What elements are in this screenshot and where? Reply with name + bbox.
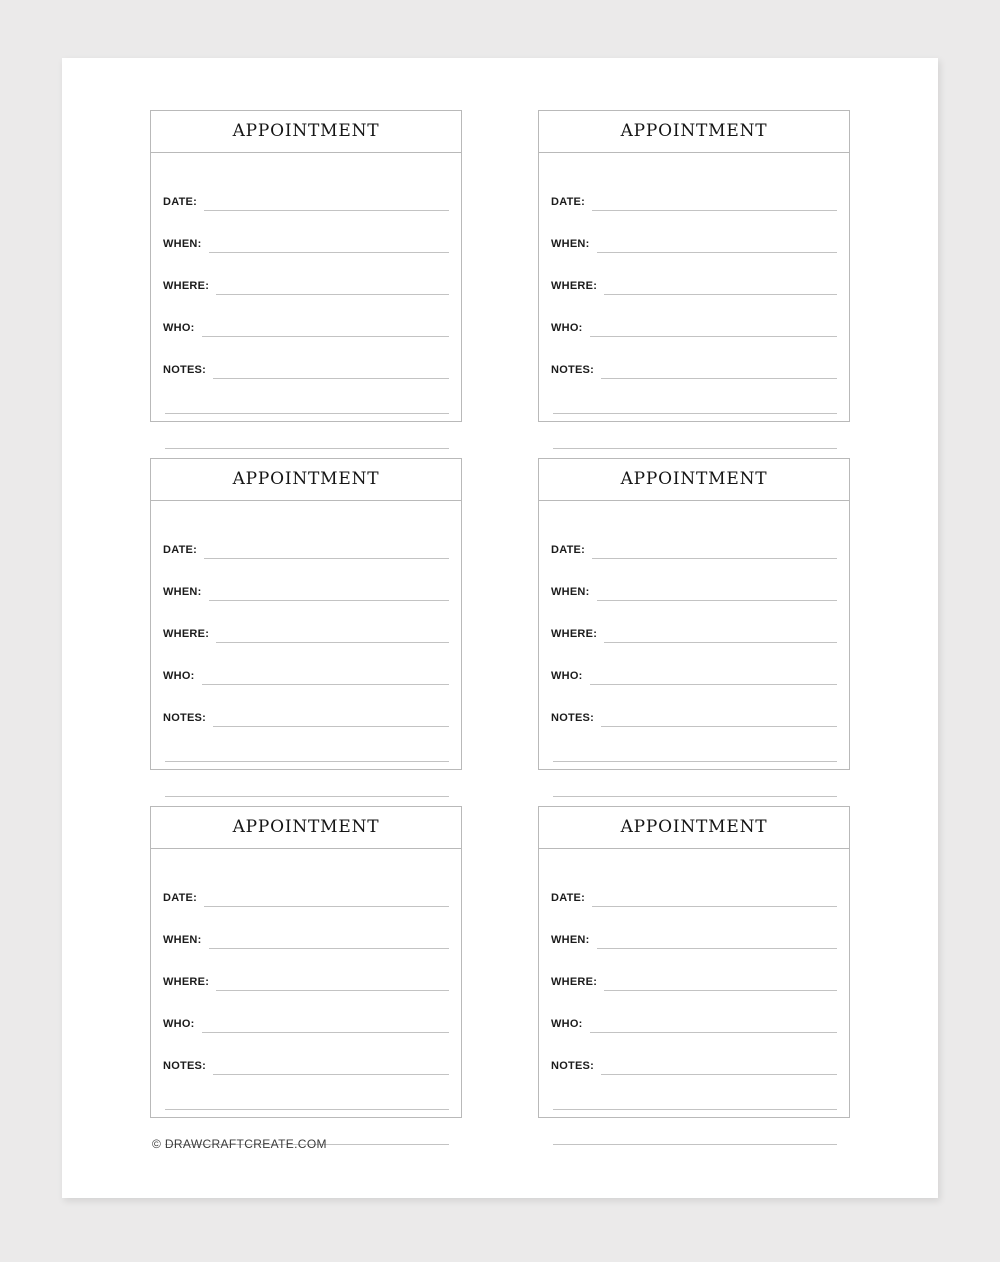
field-label: WHEN: — [163, 934, 202, 946]
field-row — [551, 169, 839, 211]
field-label: WHEN: — [551, 586, 590, 598]
card-header — [151, 807, 461, 849]
field-row — [551, 685, 839, 727]
notes-blank-row — [163, 379, 451, 414]
field-label: NOTES: — [163, 1060, 207, 1072]
field-label: NOTES: — [163, 712, 207, 724]
field-label: WHERE: — [551, 280, 598, 292]
printable-sheet — [62, 58, 938, 1198]
notes-blank-row — [551, 727, 839, 762]
field-label: DATE: — [163, 544, 198, 556]
write-in-line[interactable] — [553, 796, 837, 797]
card-title: APPOINTMENT — [620, 817, 768, 837]
card-body — [539, 849, 849, 1155]
field-row — [551, 601, 839, 643]
field-label: DATE: — [551, 196, 586, 208]
footer-credit: © DRAWCRAFTCREATE.COM — [152, 1137, 327, 1151]
card-header — [151, 459, 461, 501]
field-row — [163, 1033, 451, 1075]
card-body — [151, 501, 461, 807]
field-label: DATE: — [163, 892, 198, 904]
field-label: WHO: — [163, 670, 195, 682]
appointment-card — [538, 110, 850, 422]
field-row — [163, 517, 451, 559]
field-row — [163, 253, 451, 295]
card-header — [539, 459, 849, 501]
field-row — [551, 865, 839, 907]
field-label: NOTES: — [551, 1060, 595, 1072]
card-title: APPOINTMENT — [232, 817, 380, 837]
field-label: WHEN: — [163, 586, 202, 598]
field-label: WHERE: — [551, 976, 598, 988]
card-body — [151, 849, 461, 1155]
card-body — [151, 153, 461, 459]
appointment-card — [538, 806, 850, 1118]
notes-blank-row — [163, 727, 451, 762]
field-row — [163, 211, 451, 253]
card-body — [539, 501, 849, 807]
field-row — [551, 643, 839, 685]
notes-blank-row — [551, 762, 839, 797]
field-label: WHEN: — [163, 238, 202, 250]
field-row — [163, 643, 451, 685]
field-row — [551, 211, 839, 253]
field-row — [551, 337, 839, 379]
appointment-card — [538, 458, 850, 770]
notes-blank-row — [551, 379, 839, 414]
card-title: APPOINTMENT — [232, 121, 380, 141]
card-body — [539, 153, 849, 459]
field-label: WHERE: — [163, 280, 210, 292]
field-row — [551, 1033, 839, 1075]
appointment-cards-grid — [150, 110, 850, 1118]
card-header — [151, 111, 461, 153]
field-row — [163, 949, 451, 991]
card-title: APPOINTMENT — [620, 469, 768, 489]
field-row — [163, 601, 451, 643]
notes-blank-row — [163, 762, 451, 797]
field-row — [163, 295, 451, 337]
field-label: WHERE: — [163, 976, 210, 988]
field-label: DATE: — [551, 892, 586, 904]
field-label: WHERE: — [551, 628, 598, 640]
field-row — [551, 295, 839, 337]
field-label: DATE: — [163, 196, 198, 208]
field-label: WHO: — [551, 670, 583, 682]
appointment-card — [150, 806, 462, 1118]
field-row — [163, 865, 451, 907]
write-in-line[interactable] — [553, 448, 837, 449]
field-row — [551, 991, 839, 1033]
notes-blank-row — [163, 1075, 451, 1110]
write-in-line[interactable] — [553, 1144, 837, 1145]
field-row — [163, 685, 451, 727]
field-row — [551, 253, 839, 295]
field-label: WHEN: — [551, 934, 590, 946]
field-row — [551, 949, 839, 991]
notes-blank-row — [163, 414, 451, 449]
field-row — [551, 517, 839, 559]
card-title: APPOINTMENT — [232, 469, 380, 489]
field-row — [163, 991, 451, 1033]
field-row — [551, 907, 839, 949]
field-label: DATE: — [551, 544, 586, 556]
appointment-card — [150, 458, 462, 770]
field-label: WHO: — [551, 1018, 583, 1030]
field-row — [551, 559, 839, 601]
field-label: WHERE: — [163, 628, 210, 640]
field-label: NOTES: — [551, 712, 595, 724]
field-row — [163, 907, 451, 949]
field-label: WHEN: — [551, 238, 590, 250]
write-in-line[interactable] — [165, 796, 449, 797]
field-label: WHO: — [163, 1018, 195, 1030]
card-header — [539, 111, 849, 153]
field-label: NOTES: — [163, 364, 207, 376]
notes-blank-row — [551, 414, 839, 449]
field-row — [163, 559, 451, 601]
notes-blank-row — [551, 1110, 839, 1145]
card-title: APPOINTMENT — [620, 121, 768, 141]
field-row — [163, 337, 451, 379]
field-label: NOTES: — [551, 364, 595, 376]
card-header — [539, 807, 849, 849]
write-in-line[interactable] — [165, 448, 449, 449]
appointment-card — [150, 110, 462, 422]
field-label: WHO: — [551, 322, 583, 334]
notes-blank-row — [551, 1075, 839, 1110]
field-row — [163, 169, 451, 211]
field-label: WHO: — [163, 322, 195, 334]
